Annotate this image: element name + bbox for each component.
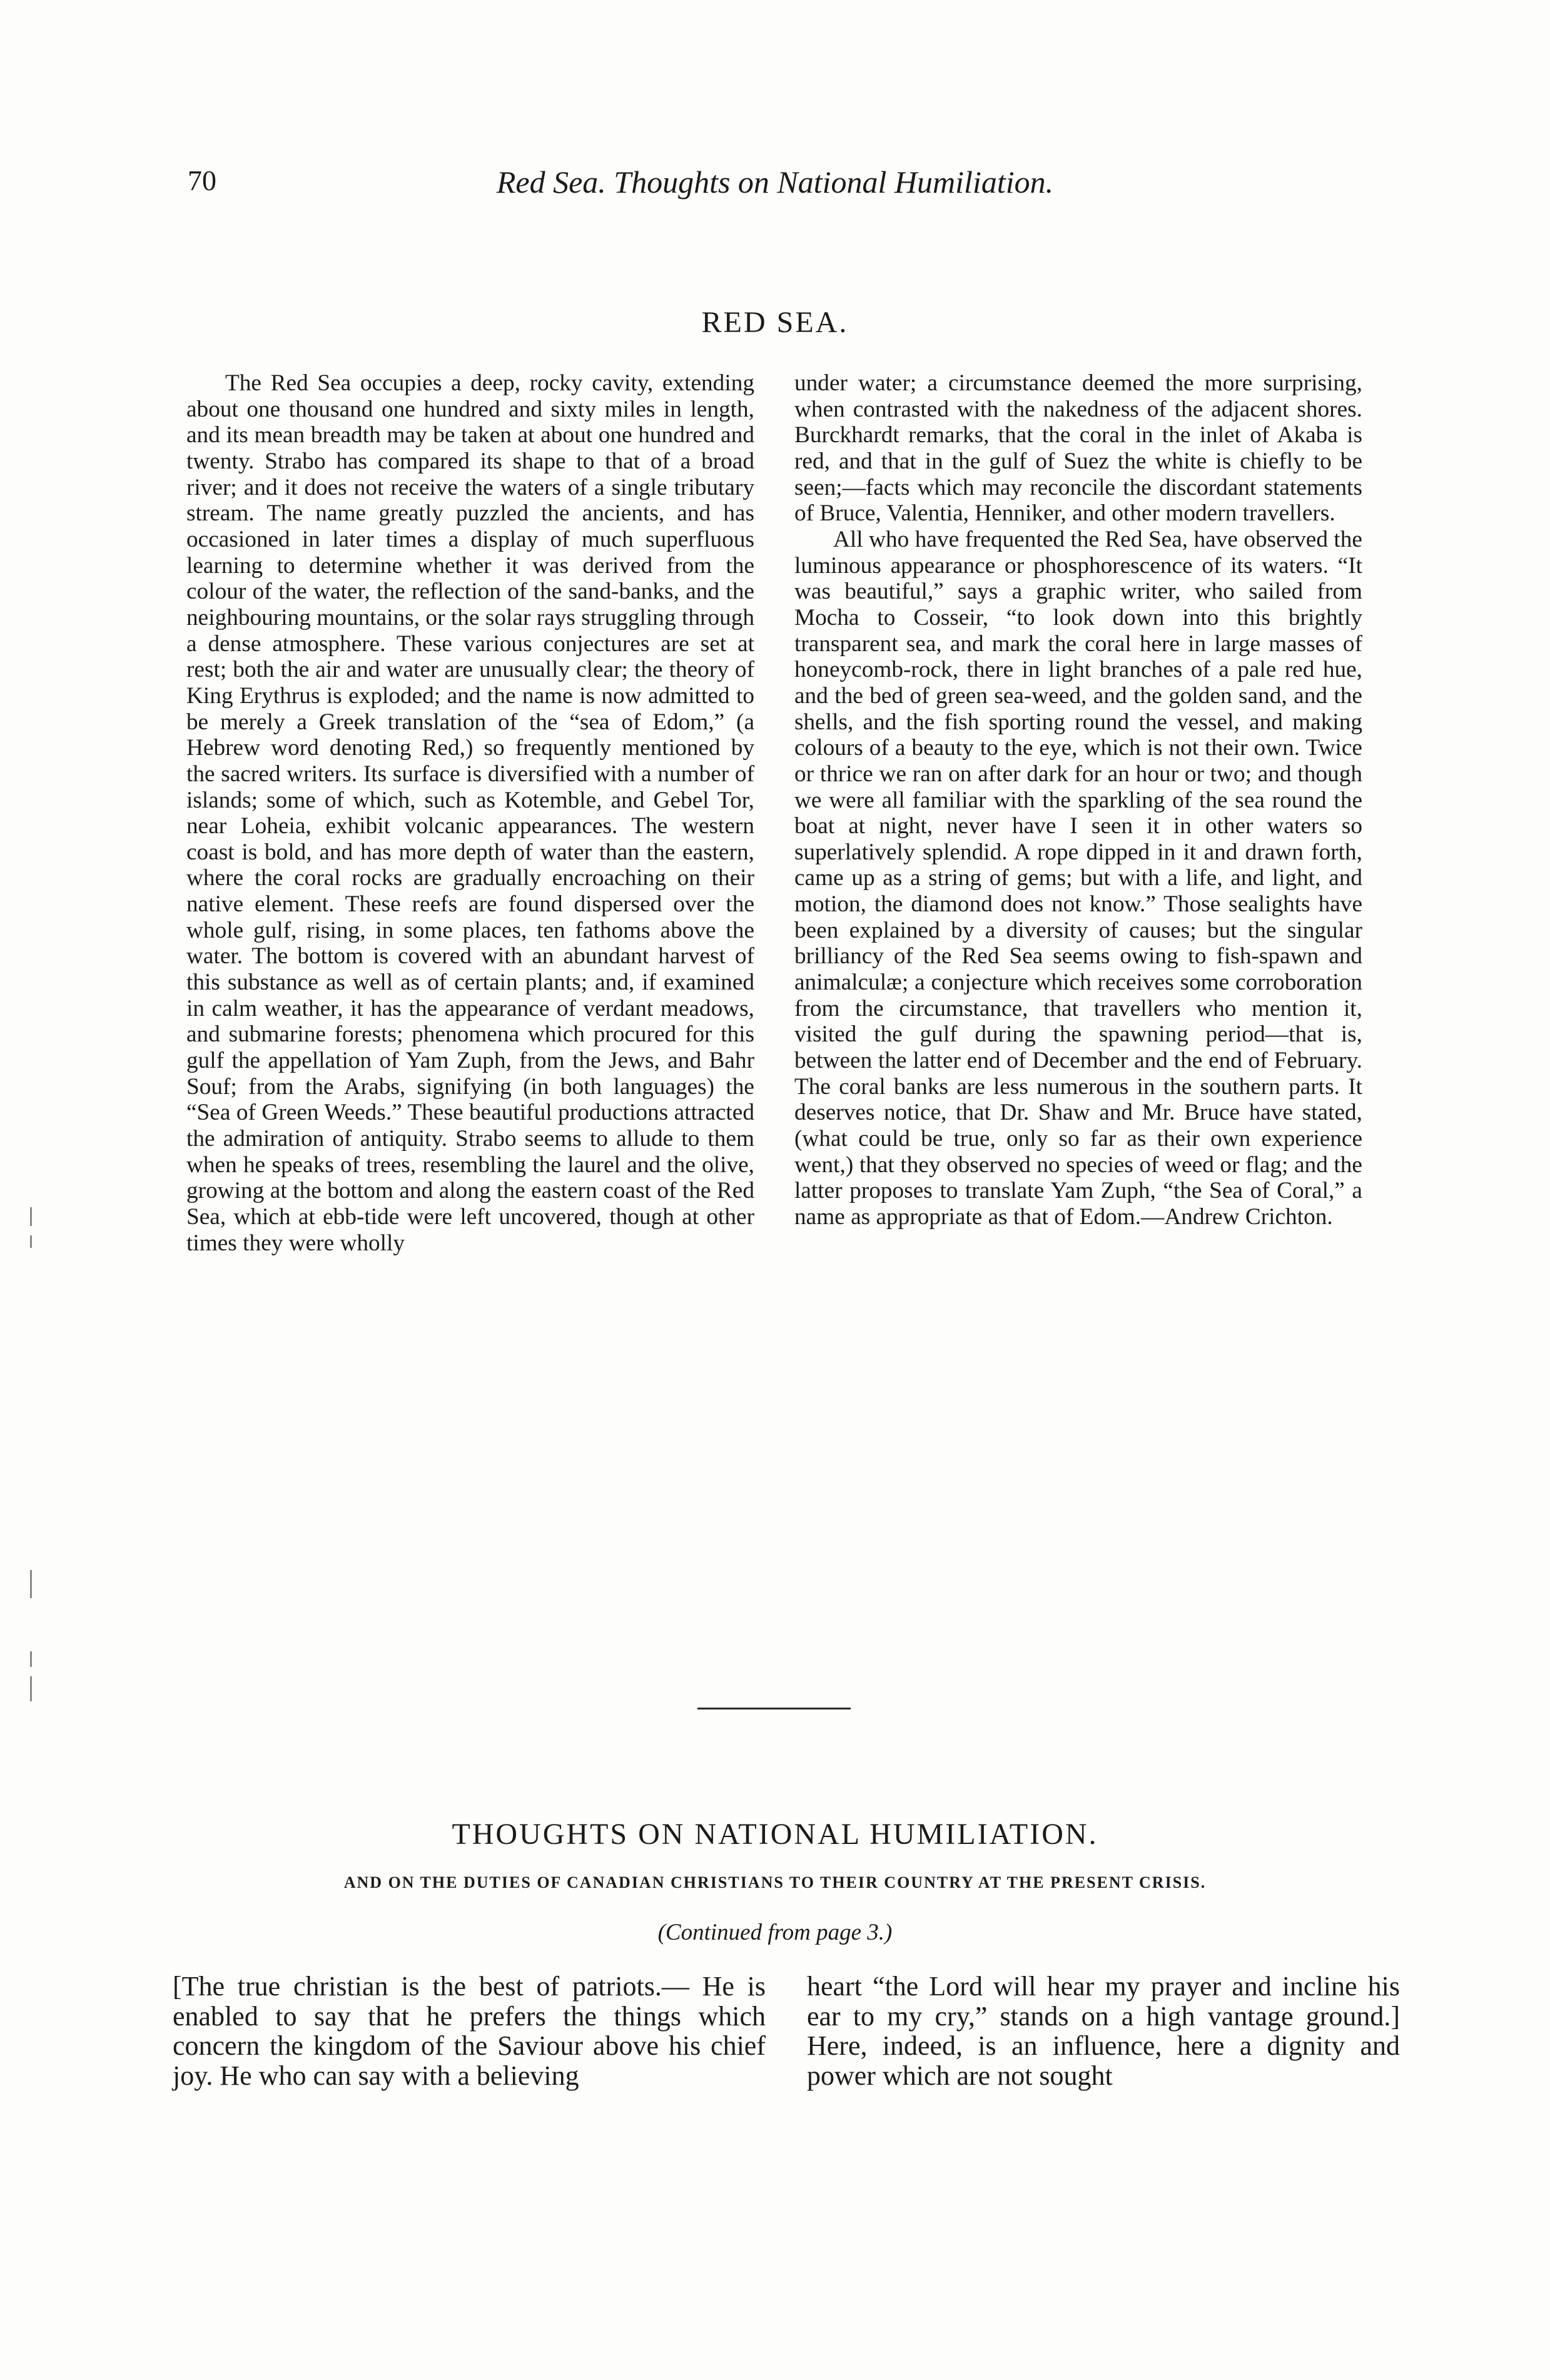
article-title-red-sea: RED SEA. <box>701 306 849 339</box>
margin-mark <box>30 1651 32 1667</box>
red-sea-paragraph-2: All who have frequented the Red Sea, have observed the luminous appearance or phosphorescence of its waters. “It was beautiful,” says a graphic writer, who sailed from Mocha to Cosseir, “to look down into this brightly transparent sea, and mark the coral here in large masses of honeycomb-rock, there in light branches of a pale red hue, and the bed of green sea-weed, and the golden sand, and the shells, and the fish sporting round the vessel, and making colours of a beauty to the eye, which is not their own. Twice or thrice we ran on after dark for an hour or two; and though we were all familiar with the sparkling of the sea round the boat at night, never have I seen it in other waters so superlatively splendid. A rope dipped in it and drawn forth, came up as a string of gems; but with a life, and light, and motion, the diamond does not know.” Those sealights have been explained by a diversity of causes; but the singular brilliancy of the Red Sea seems owing to fish-spawn and animalculæ; a conjecture which receives some corroboration from the circumstance, that travellers who mention it, visited the gulf during the spawning period—that is, between the latter end of December and the end of February. The coral banks are less numerous in the southern parts. It deserves notice, that Dr. Shaw and Mr. Bruce have stated, (what could be true, only so far as their own experience went,) that they observed no species of weed or flag; and the latter proposes to translate Yam Zuph, “the Sea of Coral,” a name as appropriate as that of Edom.—Andrew Crichton. <box>794 526 1362 1230</box>
margin-mark <box>30 1235 32 1248</box>
red-sea-paragraph-1: The Red Sea occupies a deep, rocky cavity, extending about one thousand one hundred and sixty miles in length, and its mean breadth may be taken at about one hundred and twenty. Strabo has compared its shape to that of a broad river; and it does not receive the waters of a single tributary stream. The name greatly puzzled the ancients, and has occasioned in later times a display of much superfluous learning to determine whether it was derived from the colour of the water, the reflection of the sand-banks, and the neighbouring mountains, or the solar rays struggling through a dense atmosphere. These various conjectures are set at rest; both the air and water are unusually clear; the theory of King Erythrus is exploded; and the name is now admitted to be merely a Greek translation of the “sea of Edom,” (a Hebrew word denoting Red,) so frequently mentioned by the sacred writers. Its surface is diversified with a number of islands; some of which, such as Kotemble, and Gebel Tor, near Loheia, exhibit volcanic appearances. The western coast is bold, and has more depth of water than the eastern, where the coral rocks are gradually encroaching on their native element. These reefs are found dispersed over the whole gulf, rising, in some places, ten fathoms above the water. The bottom is covered with an abundant harvest of this substance as well as of certain plants; and, if examined in calm weather, it has the appearance of verdant meadows, and submarine forests; phenomena which procured for this gulf the appellation of Yam Zuph, from the Jews, and Bahr Souf; from the Arabs, signifying (in both languages) the “Sea of Green Weeds.” These beautiful productions attracted the admiration of antiquity. Strabo seems to allude to them when he speaks of trees, resembling the laurel and the olive, growing at the bottom and along the eastern coast of the Red Sea, which at ebb-tide were left uncovered, though at other times they were wholly <box>186 370 754 1256</box>
margin-mark <box>30 1207 32 1226</box>
page-number: 70 <box>188 165 216 196</box>
margin-mark <box>30 1570 32 1598</box>
section-divider-rule <box>697 1708 851 1709</box>
continued-note: (Continued from page 3.) <box>657 1920 893 1945</box>
thoughts-left-column <box>173 1972 766 2090</box>
red-sea-right-column <box>794 370 1362 1230</box>
thoughts-right-column <box>807 1972 1400 2090</box>
margin-mark <box>30 1676 32 1701</box>
running-title: Red Sea. Thoughts on National Humiliation. <box>496 165 1054 200</box>
article-title-thoughts: THOUGHTS ON NATIONAL HUMILIATION. <box>452 1818 1098 1851</box>
red-sea-left-column <box>186 370 754 1256</box>
article-subtitle: AND ON THE DUTIES OF CANADIAN CHRISTIANS TO THEIR COUNTRY AT THE PRESENT CRISIS. <box>343 1873 1207 1891</box>
thoughts-paragraph-1-continued: heart “the Lord will hear my prayer and incline his ear to my cry,” stands on a high vantage ground.] Here, indeed, is an influence, here a dignity and power which are not sought <box>807 1971 1400 2091</box>
thoughts-paragraph-1: [The true christian is the best of patriots.— He is enabled to say that he prefers the things which concern the kingdom of the Saviour above his chief joy. He who can say with a believing <box>173 1971 766 2091</box>
red-sea-paragraph-1-continued: under water; a circumstance deemed the more surprising, when contrasted with the nakedness of the adjacent shores. Burckhardt remarks, that the coral in the inlet of Akaba is red, and that in the gulf of Suez the white is chiefly to be seen;—facts which may reconcile the discordant statements of Bruce, Valentia, Henniker, and other modern travellers. <box>794 370 1362 527</box>
